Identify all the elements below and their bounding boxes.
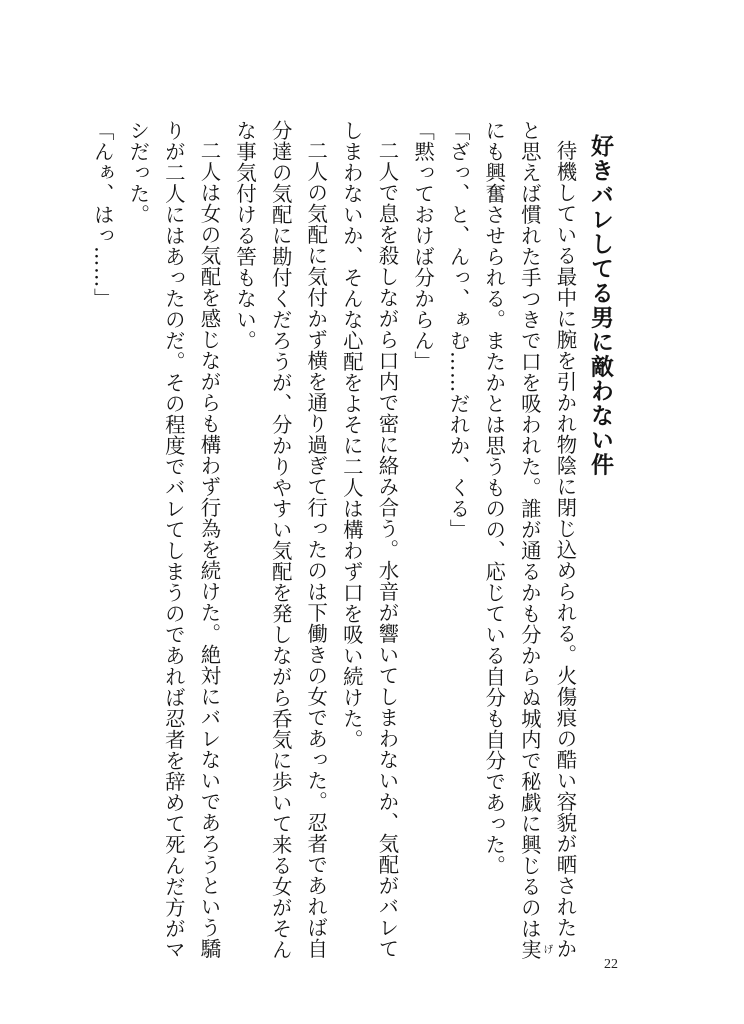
dialogue-2: 「黙っておけば分からん」 (411, 120, 436, 372)
paragraph-4: 二人は女の気配を感じながらも構わず行為を続けた。絶対にバレないであろうという驕りが二人にはあったのだ。その程度でバレてしまうのであれば忍者を辞めて死んだ方がマシだった。 (126, 120, 222, 960)
paragraph-2: 二人で息を殺しながら口内で密に絡み合う。水音が響いてしまわないか、気配がバレてしまわないか、そんな心配をよそに二人は構わず口を吸い続けた。 (339, 120, 400, 960)
dialogue-3: 「んぁ、はっ……」 (90, 120, 115, 309)
vertical-text-body (90, 120, 618, 960)
vertical-text-area (90, 120, 618, 960)
paragraph-3: 二人の気配に気付かず横を通り過ぎて行ったのは下働きの女であった。忍者であれば自分達の気配に勘付くだろうが、分かりやすい気配を発しながら呑気に歩いて来る女がそんな事気付ける筈もない。 (233, 120, 329, 960)
ruby-base-text: 実 (517, 939, 542, 960)
paragraph-1-text: 待機している最中に腕を引かれ物陰に閉じ込められる。火傷痕の酷い容貌が晒されたかと思えば慣れた手つきで口を吸われた。誰が通るかも分からぬ城内で秘戯に興じるのは (517, 120, 578, 960)
paragraph-1 (476, 120, 583, 960)
dialogue-1: 「ざっ、と、んっ、ぁむ……だれか、くる」 (446, 120, 471, 540)
paragraph-1-text-after: にも興奮させられる。またかとは思うものの、応じている自分も自分であった。 (482, 120, 507, 876)
ruby-jitsu (517, 939, 552, 960)
ruby-reading: げ (540, 939, 552, 960)
page-number: 22 (604, 957, 618, 972)
chapter-title: 好きバレしてる男に敵わない件 (587, 134, 614, 477)
